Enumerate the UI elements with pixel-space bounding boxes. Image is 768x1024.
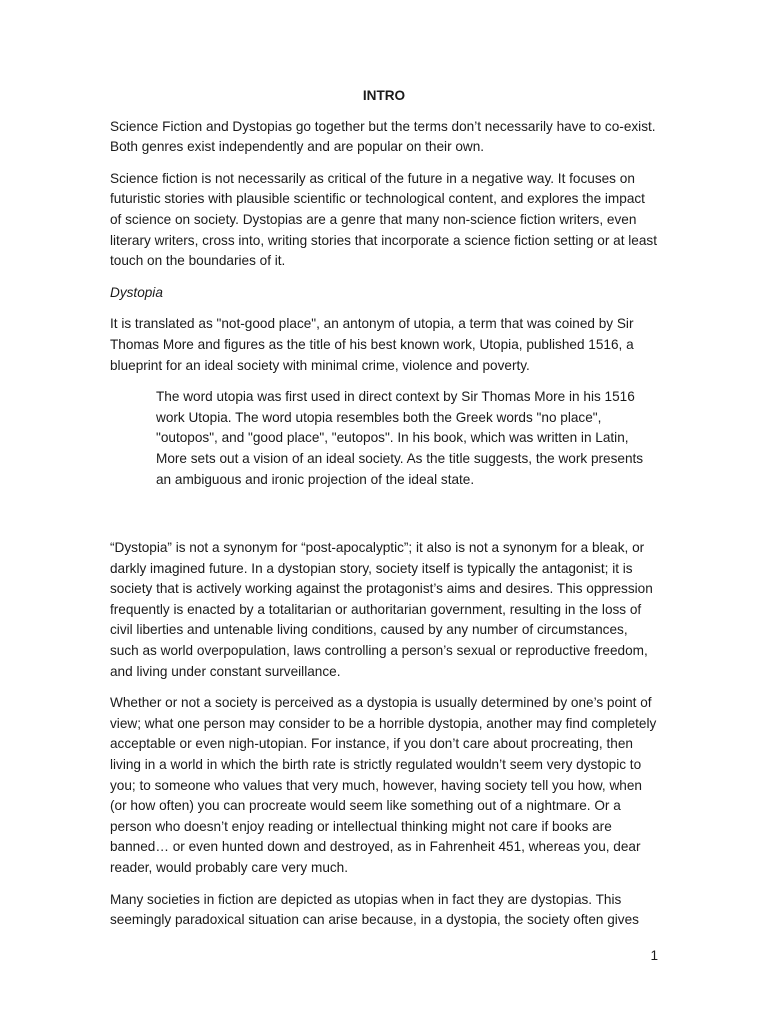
page-content xyxy=(110,86,658,942)
body-paragraph-1: “Dystopia” is not a synonym for “post-apocalyptic”; it also is not a synonym for a bleak, or darkly imagined future. In a dystopian story, society itself is typically the antagonist; it is society that is actively working against the protagonist’s aims and desires. This oppression frequently is enacted by a totalitarian or authoritarian government, resulting in the loss of civil liberties and untenable living conditions, caused by any number of circumstances, such as world overpopulation, laws controlling a person’s sexual or reproductive freedom, and living under constant surveillance. xyxy=(110,540,653,679)
intro-paragraph-1: Science Fiction and Dystopias go together but the terms don’t necessarily have to co-exist. Both genres exist independently and are popular on their own. xyxy=(110,118,656,155)
body-paragraph-2: Whether or not a society is perceived as a dystopia is usually determined by one’s point of view; what one person may consider to be a horrible dystopia, another may find completely acceptable or even nigh-utopian. For instance, if you don’t care about procreating, then living in a world in which the birth rate is strictly regulated wouldn’t seem very dystopic to you; to someone who values that very much, however, having society tell you how, when (or how often) you can procreate would seem like something out of a nightmare. Or a person who doesn’t enjoy reading or intellectual thinking might not care if books are banned… or even hunted down and destroyed, as in Fahrenheit 451, whereas you, dear reader, would probably care very much. xyxy=(110,695,657,875)
page-number: 1 xyxy=(650,948,658,963)
body-paragraph-3: Many societies in fiction are depicted as utopias when in fact they are dystopias. This seemingly paradoxical situation can arise because, in a dystopia, the society often gives xyxy=(110,891,639,928)
definition-paragraph: It is translated as "not-good place", an antonym of utopia, a term that was coined by Sir Thomas More and figures as the title of his best known work, Utopia, published 1516, a blueprint for an ideal society with minimal crime, violence and poverty. xyxy=(110,316,634,373)
section-subheading: Dystopia xyxy=(110,284,163,300)
block-quote: The word utopia was first used in direct context by Sir Thomas More in his 1516 work Utopia. The word utopia resembles both the Greek words "no place", "outopos", and "good place", "eutopos". In his book, which was written in Latin, More sets out a vision of an ideal society. As the title suggests, the work presents an ambiguous and ironic projection of the ideal state. xyxy=(156,389,644,487)
page-title: INTRO xyxy=(362,88,406,103)
intro-paragraph-2: Science fiction is not necessarily as critical of the future in a negative way. It focuses on futuristic stories with plausible scientific or technological content, and explores the impact of science on society. Dystopias are a genre that many non-science fiction writers, even literary writers, cross into, writing stories that incorporate a science fiction setting or at least touch on the boundaries of it. xyxy=(110,170,657,269)
